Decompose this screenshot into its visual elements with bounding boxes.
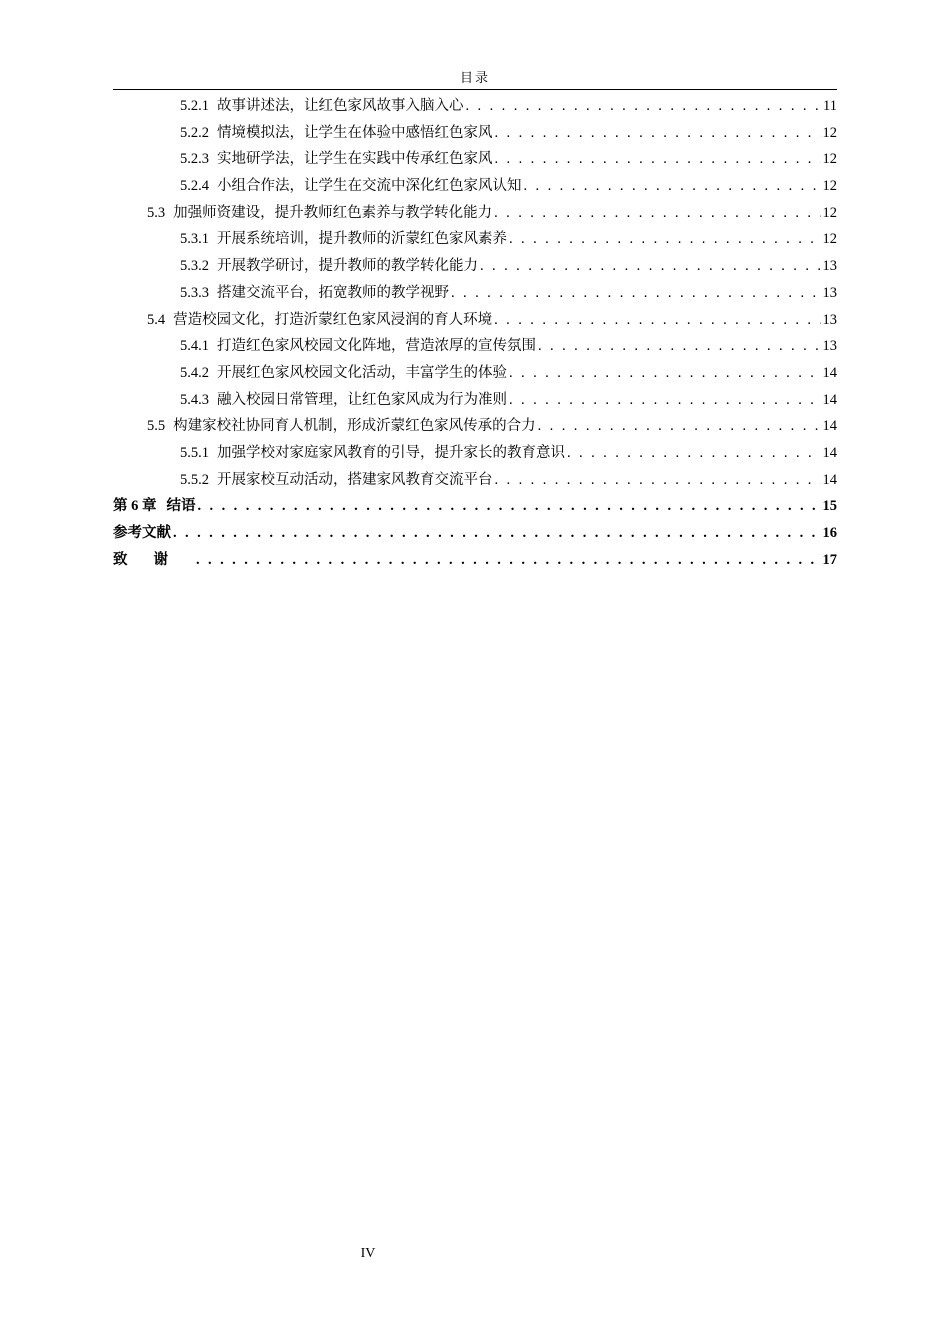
toc-entry-title: 开展家校互动活动，搭建家风教育交流平台 — [217, 471, 493, 488]
toc-entry-number: 5.5.1 — [180, 444, 209, 461]
toc-dot-leader — [173, 520, 821, 547]
toc-entry-page: 14 — [822, 444, 837, 461]
toc-entry-page: 12 — [822, 204, 837, 221]
toc-entry-title: 开展红色家风校园文化活动，丰富学生的体验 — [217, 364, 507, 381]
toc-dot-leader — [538, 333, 821, 360]
toc-entry-title: 开展教学研讨，提升教师的教学转化能力 — [217, 258, 478, 275]
toc-entry-page: 17 — [822, 551, 837, 568]
toc-entry-title: 结语 — [166, 498, 196, 515]
toc-entry-page: 14 — [822, 418, 837, 435]
toc-entry-title: 情境模拟法，让学生在体验中感悟红色家风 — [217, 124, 493, 141]
toc-entry-number: 5.3.1 — [180, 231, 209, 248]
page-header-title: 目录 — [459, 70, 490, 85]
toc-dot-leader — [509, 226, 821, 253]
toc-entry-title: 致谢 — [113, 551, 194, 568]
toc-entry-number: 5.4 — [147, 311, 166, 328]
header-divider — [113, 89, 837, 90]
toc-entry[interactable] — [113, 520, 837, 547]
toc-entry[interactable] — [113, 173, 837, 200]
toc-entry[interactable] — [113, 226, 837, 253]
toc-dot-leader — [495, 467, 821, 494]
toc-entry-number: 5.3 — [147, 204, 166, 221]
toc-entry-page: 13 — [822, 311, 837, 328]
toc-dot-leader — [196, 547, 821, 574]
toc-entry-page: 12 — [822, 178, 837, 195]
toc-entry-title: 开展系统培训，提升教师的沂蒙红色家风素养 — [217, 231, 507, 248]
toc-dot-leader — [509, 387, 821, 414]
toc-entry-number: 5.2.3 — [180, 151, 209, 168]
toc-entry-page: 14 — [822, 364, 837, 381]
toc-entry-number: 5.5 — [147, 418, 166, 435]
toc-dot-leader — [495, 120, 821, 147]
toc-entry-title: 小组合作法，让学生在交流中深化红色家风认知 — [217, 178, 522, 195]
toc-entry-title: 加强学校对家庭家风教育的引导，提升家长的教育意识 — [217, 444, 565, 461]
toc-entry-page: 11 — [823, 98, 837, 114]
toc-entry-title: 打造红色家风校园文化阵地，营造浓厚的宣传氛围 — [217, 338, 536, 355]
toc-dot-leader — [538, 413, 821, 440]
toc-dot-leader — [509, 360, 821, 387]
toc-entry-title: 实地研学法，让学生在实践中传承红色家风 — [217, 151, 493, 168]
toc-entry-number: 5.2.1 — [180, 98, 209, 114]
toc-entry[interactable] — [113, 467, 837, 494]
toc-entry-page: 14 — [822, 391, 837, 408]
toc-entry-page: 13 — [822, 338, 837, 355]
toc-entry-page: 13 — [822, 284, 837, 301]
toc-entry-number: 5.2.4 — [180, 178, 209, 195]
toc-dot-leader — [495, 146, 821, 173]
toc-dot-leader — [524, 173, 821, 200]
toc-entry[interactable] — [113, 547, 837, 574]
toc-entry[interactable] — [113, 146, 837, 173]
toc-entry-page: 14 — [822, 471, 837, 488]
toc-entry-title: 加强师资建设，提升教师红色素养与教学转化能力 — [173, 204, 493, 221]
toc-entry[interactable] — [113, 280, 837, 307]
toc-dot-leader — [198, 493, 821, 520]
toc-entry-page: 16 — [822, 525, 837, 541]
toc-dot-leader — [494, 307, 820, 334]
toc-entry[interactable] — [113, 93, 837, 120]
toc-entry[interactable] — [113, 333, 837, 360]
toc-dot-leader — [480, 253, 821, 280]
page-number: IV — [360, 1246, 376, 1261]
toc-entry-number: 5.4.2 — [180, 364, 209, 381]
toc-entry[interactable] — [113, 307, 837, 334]
table-of-contents — [113, 93, 837, 573]
toc-entry-title: 营造校园文化，打造沂蒙红色家风浸润的育人环境 — [173, 311, 493, 328]
toc-dot-leader — [451, 280, 821, 307]
toc-entry-title: 故事讲述法，让红色家风故事入脑入心 — [217, 98, 464, 114]
toc-entry-number: 5.4.1 — [180, 338, 209, 355]
toc-entry-number: 第 6 章 — [113, 498, 157, 515]
toc-entry[interactable] — [113, 253, 837, 280]
toc-dot-leader — [494, 200, 820, 227]
toc-entry-number: 5.3.2 — [180, 258, 209, 275]
toc-entry[interactable] — [113, 200, 837, 227]
toc-entry[interactable] — [113, 120, 837, 147]
toc-entry-page: 15 — [822, 498, 837, 515]
toc-entry-number: 5.4.3 — [180, 391, 209, 408]
toc-entry[interactable] — [113, 493, 837, 520]
toc-entry-title: 构建家校社协同育人机制，形成沂蒙红色家风传承的合力 — [173, 418, 536, 435]
toc-entry[interactable] — [113, 413, 837, 440]
toc-entry-number: 5.3.3 — [180, 284, 209, 301]
toc-entry-title: 搭建交流平台，拓宽教师的教学视野 — [217, 284, 449, 301]
toc-entry[interactable] — [113, 360, 837, 387]
toc-entry[interactable] — [113, 387, 837, 414]
toc-entry-title: 融入校园日常管理，让红色家风成为行为准则 — [217, 391, 507, 408]
toc-entry-page: 13 — [822, 258, 837, 275]
toc-entry-page: 12 — [822, 151, 837, 168]
toc-entry[interactable] — [113, 440, 837, 467]
toc-entry-number: 5.5.2 — [180, 471, 209, 488]
toc-entry-title: 参考文献 — [113, 525, 171, 541]
toc-entry-page: 12 — [822, 124, 837, 141]
toc-entry-number: 5.2.2 — [180, 124, 209, 141]
toc-dot-leader — [466, 93, 822, 120]
toc-entry-page: 12 — [822, 231, 837, 248]
toc-dot-leader — [567, 440, 821, 467]
